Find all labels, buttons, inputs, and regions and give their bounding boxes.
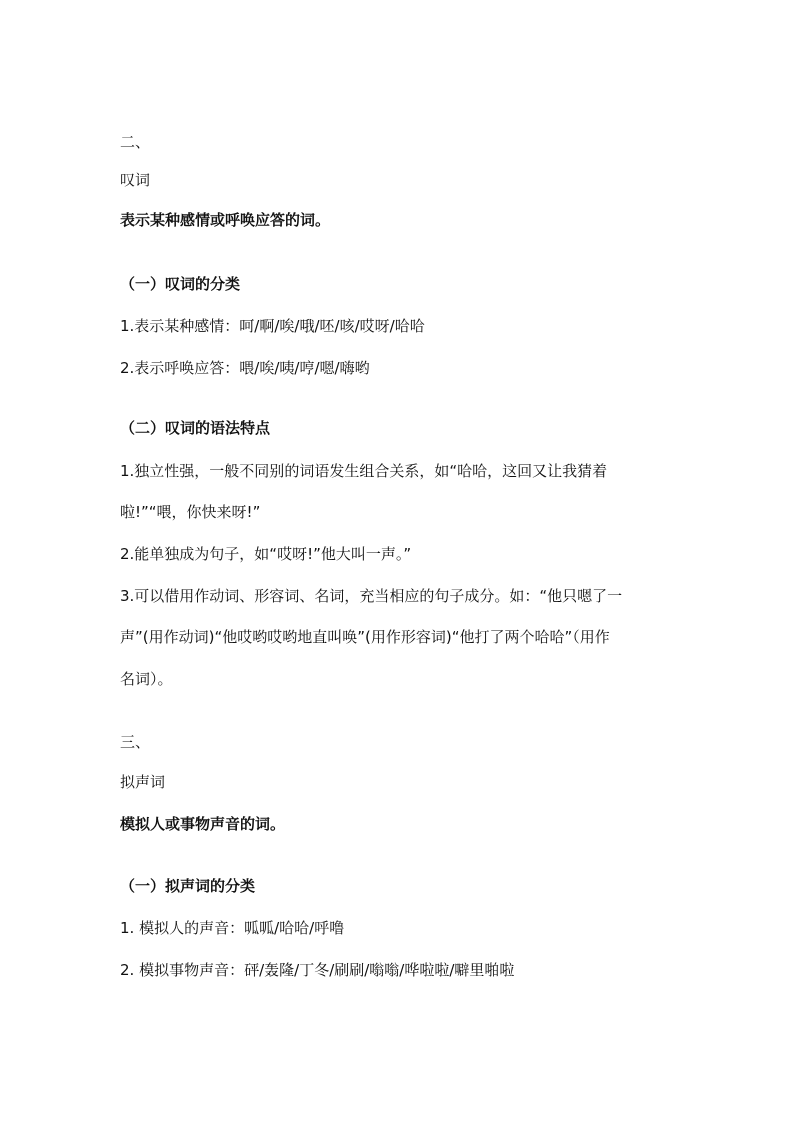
section-2-sub2-line-4: 3.可以借用作动词、形容词、名词，充当相应的句子成分。如：“他只嗯了一 (120, 587, 623, 605)
section-3-number: 三、 (120, 733, 151, 751)
section-2-title: 叹词 (120, 171, 151, 189)
section-2-definition: 表示某种感情或呼唤应答的词。 (120, 211, 331, 229)
section-2-sub2-line-1: 1.独立性强，一般不同别的词语发生组合关系，如“哈哈，这回又让我猜着 (120, 462, 608, 480)
section-3-title: 拟声词 (120, 773, 166, 791)
section-2-sub2-line-6: 名词）。 (120, 670, 173, 688)
section-2-sub2-line-5: 声”(用作动词)“他哎哟哎哟地直叫唤”(用作形容词)“他打了两个哈哈”（用作 (120, 628, 610, 646)
section-3-sub1-item-1: 1. 模拟人的声音：呱呱/哈哈/呼噜 (120, 919, 345, 937)
section-2-sub1-item-1: 1.表示某种感情：呵/啊/唉/哦/呸/咳/哎呀/哈哈 (120, 317, 425, 335)
section-3-definition: 模拟人或事物声音的词。 (120, 815, 286, 833)
section-2-sub1-heading: （一）叹词的分类 (120, 275, 241, 293)
section-2-sub2-heading: （二）叹词的语法特点 (120, 419, 271, 437)
section-2-sub2-line-2: 啦!”“喂，你快来呀!” (120, 503, 261, 521)
section-2-sub2-line-3: 2.能单独成为句子，如“哎呀!”他大叫一声。” (120, 545, 412, 563)
section-3-sub1-item-2: 2. 模拟事物声音：砰/轰隆/丁冬/刷刷/嗡嗡/哗啦啦/噼里啪啦 (120, 961, 515, 979)
section-2-number: 二、 (120, 133, 151, 151)
section-3-sub1-heading: （一）拟声词的分类 (120, 877, 256, 895)
section-2-sub1-item-2: 2.表示呼唤应答：喂/唉/咦/哼/嗯/嗨哟 (120, 359, 370, 377)
